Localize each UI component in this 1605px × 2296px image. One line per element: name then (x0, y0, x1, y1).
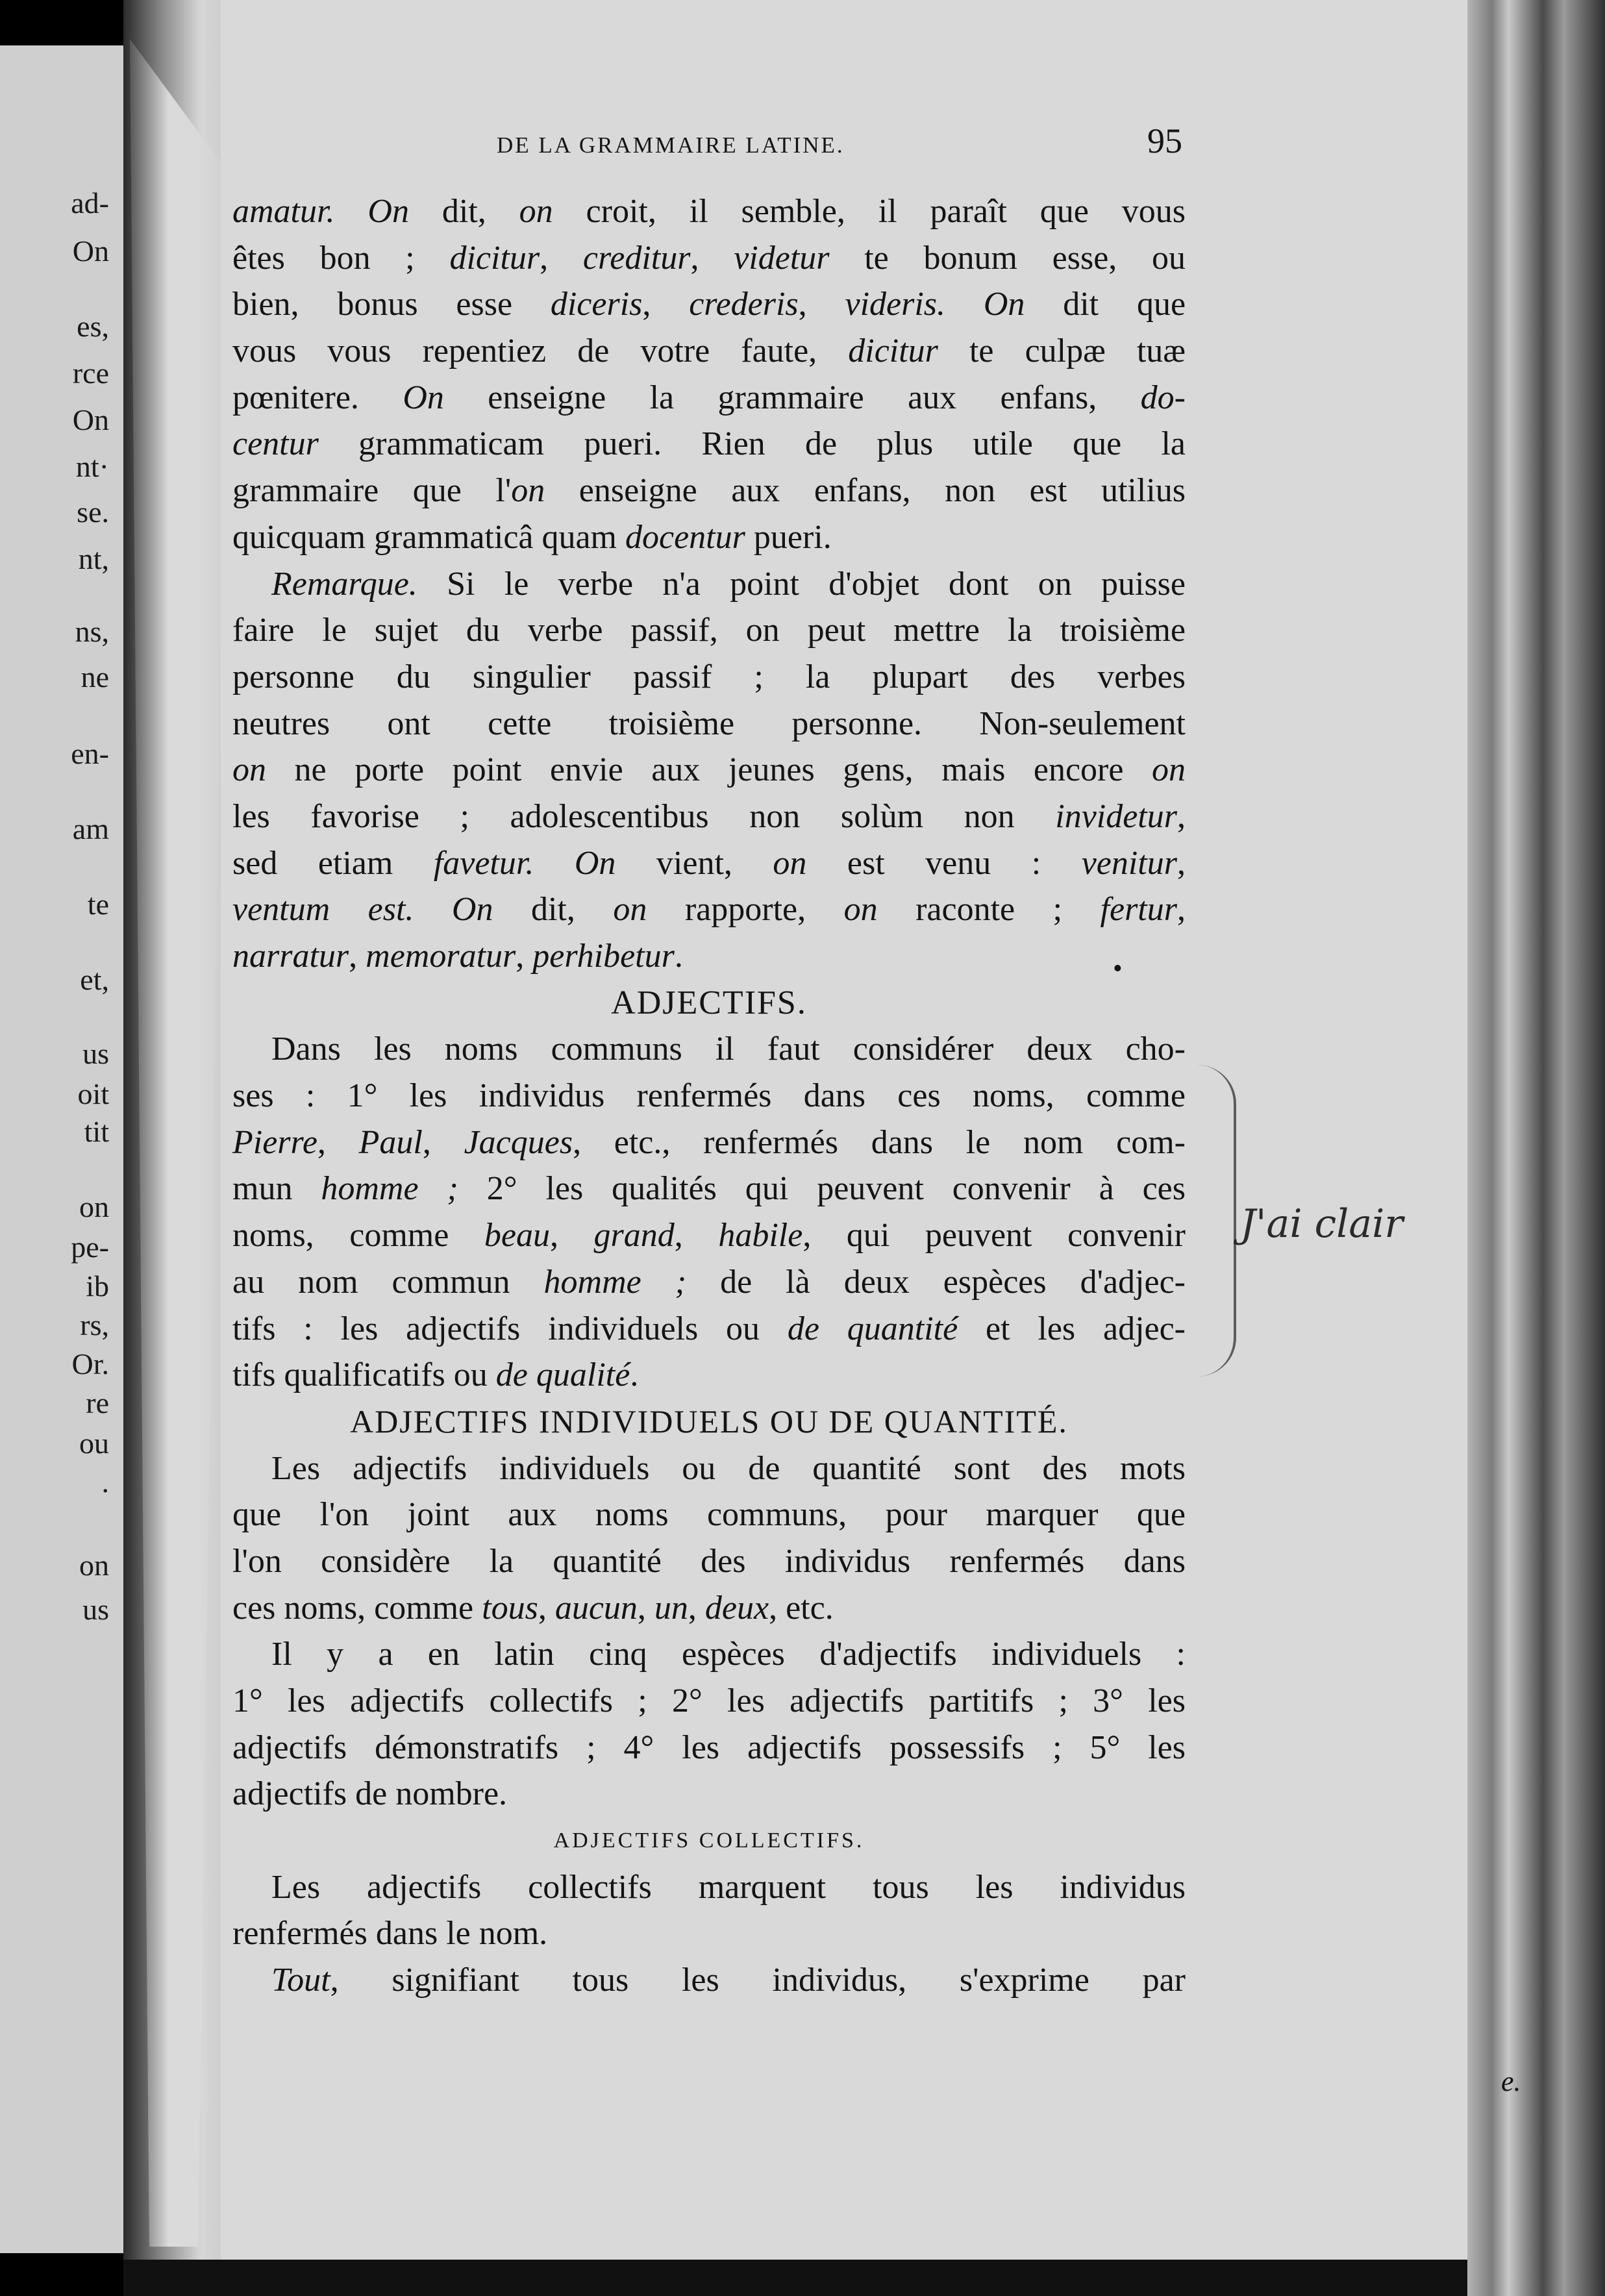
text-segment: enseigne la grammaire aux enfans, (443, 379, 1141, 416)
left-page-fragment-text: On (72, 403, 109, 436)
text-segment: grammaticam pueri. Rien de plus utile que la (318, 425, 1186, 463)
italic-segment: habile (718, 1217, 803, 1254)
italic-segment: on (519, 193, 553, 230)
text-segment (334, 193, 367, 230)
text-segment: pueri. (745, 518, 832, 556)
italic-segment: videris. (845, 286, 946, 323)
text-segment: tifs qualificatifs ou (232, 1356, 496, 1394)
text-segment: te culpæ tuæ (938, 332, 1186, 370)
edge-mark: e. (1501, 2065, 1521, 2097)
italic-segment: On (574, 844, 616, 882)
text-segment: pœnitere. (232, 379, 403, 416)
text-line (232, 1585, 1186, 1632)
text-segment: . (674, 938, 683, 975)
text-segment: quicquam grammaticâ quam (232, 518, 626, 556)
text-segment: , (642, 286, 690, 323)
text-segment: dit, (408, 193, 519, 230)
italic-segment: homme ; (321, 1170, 458, 1208)
text-line: que l'on joint aux noms communs, pour marquer que (232, 1496, 1186, 1534)
body-text (232, 188, 1186, 2004)
heading-collectifs: ADJECTIFS COLLECTIFS. (553, 1828, 865, 1853)
left-page-fragment-text: ad- (71, 186, 109, 219)
italic-segment: de qualité (495, 1356, 630, 1394)
italic-segment: on (232, 751, 266, 789)
text-segment: , signifiant tous les individus, s'exprime par (330, 1962, 1186, 1999)
text-segment: tifs : les adjectifs individuels ou (232, 1310, 788, 1347)
text-line (232, 328, 1186, 375)
text-segment: , (1177, 797, 1186, 835)
italic-segment: docentur (625, 518, 745, 556)
left-page-fragment-text: On (72, 234, 109, 268)
text-segment: , etc., renfermés dans le nom com- (573, 1123, 1186, 1161)
italic-segment: On (367, 193, 409, 230)
left-page-fragment-text: rs, (80, 1308, 109, 1341)
text-line: neutres ont cette troisième personne. Non-seulement (232, 705, 1186, 742)
text-segment (534, 845, 575, 882)
text-line: Les adjectifs individuels ou de quantité sont des mots (271, 1449, 1186, 1487)
italic-segment: perhibetur (532, 938, 675, 975)
handwritten-brace (1195, 1065, 1236, 1377)
italic-segment: on (511, 472, 545, 510)
page-number: 95 (1147, 121, 1182, 160)
text-segment: , (540, 239, 583, 277)
text-segment: , (1177, 891, 1186, 929)
text-segment: , (798, 286, 845, 323)
italic-segment: dicitur (848, 332, 938, 370)
italic-segment: videtur (734, 239, 830, 277)
left-page-fragment-text: oit (77, 1077, 109, 1110)
text-line: 1° les adjectifs collectifs ; 2° les adjectifs partitifs ; 3° les (232, 1682, 1186, 1719)
text-segment: , (688, 1589, 705, 1627)
text-line (232, 1352, 1186, 1399)
text-segment: , (422, 1123, 464, 1161)
text-line: renfermés dans le nom. (232, 1915, 548, 1953)
text-segment: mun (232, 1170, 321, 1208)
italic-segment: on (843, 891, 878, 929)
text-segment: vient, (616, 844, 773, 882)
left-page-fragment-text: am (72, 812, 109, 845)
text-line (232, 468, 1186, 514)
text-segment: bien, bonus esse (232, 286, 551, 323)
text-line (232, 1119, 1186, 1166)
italic-segment: on (1152, 751, 1186, 789)
left-page-fragment-text: ou (79, 1427, 109, 1460)
text-line (232, 235, 1186, 282)
text-line: faire le sujet du verbe passif, on peut mettre la troisième (232, 612, 1186, 649)
text-line (232, 933, 1186, 980)
text-line: ses : 1° les individus renfermés dans ces noms, comme (232, 1077, 1186, 1115)
italic-segment: grand (593, 1217, 675, 1254)
italic-segment: invidetur (1055, 797, 1177, 835)
left-page-fragment-text: re (86, 1386, 109, 1419)
text-segment: , qui peuvent convenir (802, 1217, 1186, 1254)
text-line (232, 1166, 1186, 1212)
text-segment: , (674, 1217, 719, 1254)
italic-segment: diceris (550, 286, 643, 323)
left-page-fragment-text: on (79, 1549, 109, 1582)
left-page-fragment-text: ne (81, 660, 109, 693)
italic-segment: fertur (1100, 891, 1177, 929)
text-segment: Si le verbe n'a point d'objet dont on puisse (417, 565, 1186, 603)
text-segment: dit, (493, 891, 614, 929)
heading-adjectifs: ADJECTIFS. (611, 984, 807, 1021)
text-segment: , etc. (769, 1589, 834, 1627)
italic-segment: aucun (554, 1589, 638, 1627)
text-line: Dans les noms communs il faut considérer deux cho- (271, 1030, 1186, 1068)
text-line: adjectifs de nombre. (232, 1775, 508, 1813)
text-segment: 2° les qualités qui peuvent convenir à ces (458, 1170, 1186, 1208)
text-segment: ne porte point envie aux jeunes gens, mais encore (266, 751, 1152, 789)
text-segment: vous vous repentiez de votre faute, (232, 332, 849, 370)
text-line (232, 840, 1186, 887)
text-segment: , (549, 1217, 594, 1254)
text-segment: , (690, 239, 734, 277)
text-line (232, 188, 1186, 235)
text-segment: te bonum esse, ou (829, 239, 1186, 277)
scan-border (123, 2260, 1467, 2296)
text-segment: , (516, 938, 533, 975)
italic-segment: On (403, 379, 444, 416)
running-title: DE LA GRAMMAIRE LATINE. (497, 132, 845, 158)
text-segment: les favorise ; adolescentibus non solùm non (232, 797, 1056, 835)
text-line (232, 886, 1186, 933)
text-segment: , (637, 1589, 654, 1627)
left-page-fragment-text: te (87, 888, 109, 921)
italic-segment: tous (482, 1589, 538, 1627)
text-segment: , (349, 938, 366, 975)
text-segment: sed etiam (232, 844, 434, 882)
left-page-fragment-text: rce (72, 356, 109, 390)
left-page-fragment-text: tit (84, 1115, 109, 1148)
italic-segment: venitur (1081, 844, 1177, 882)
left-page-fragment-text: . (101, 1466, 109, 1499)
italic-segment: Paul (358, 1123, 423, 1161)
italic-segment: on (773, 844, 807, 882)
text-line (232, 1306, 1186, 1353)
text-line (232, 421, 1186, 468)
text-segment: raconte ; (877, 891, 1101, 929)
italic-segment: centur (232, 425, 319, 463)
text-segment: dit que (1025, 286, 1186, 323)
left-page-fragment-text: us (82, 1037, 109, 1070)
text-segment: noms, comme (232, 1217, 484, 1254)
left-page-fragment-text: et, (80, 963, 109, 996)
italic-segment: favetur. (433, 844, 534, 882)
left-page-fragment-text: es, (77, 310, 109, 343)
text-line (232, 1957, 1186, 2004)
text-segment: rapporte, (647, 891, 844, 929)
text-line (232, 1259, 1186, 1306)
text-line: Il y a en latin cinq espèces d'adjectifs individuels : (271, 1636, 1186, 1673)
text-segment: est venu : (806, 844, 1082, 882)
italic-segment: narratur (232, 938, 349, 975)
italic-segment: de quantité (787, 1310, 958, 1347)
text-line: l'on considère la quantité des individus renfermés dans (232, 1542, 1186, 1580)
left-page-fragment-text: pe- (71, 1230, 109, 1264)
text-segment (945, 286, 984, 323)
left-page-fragment-text: Or. (71, 1347, 109, 1380)
text-line (232, 514, 1186, 561)
left-page-fragment-text: on (79, 1190, 109, 1223)
text-segment: ces noms, comme (232, 1589, 482, 1627)
left-page-fragment-text: us (82, 1593, 109, 1626)
text-segment: , (317, 1123, 359, 1161)
text-segment: au nom commun (232, 1263, 544, 1301)
left-page-fragment-text: nt· (75, 450, 109, 483)
italic-segment: amatur. (232, 193, 335, 230)
italic-segment: On (983, 286, 1025, 323)
left-page-fragment-text: se. (77, 495, 109, 529)
italic-segment: un (654, 1589, 688, 1627)
italic-segment: Pierre (232, 1123, 317, 1161)
handwritten-note: J'ai clair (1240, 1201, 1404, 1247)
text-line: Les adjectifs collectifs marquent tous les individus (271, 1868, 1186, 1906)
italic-segment: deux (704, 1589, 769, 1627)
italic-segment: Tout (271, 1962, 330, 1999)
text-segment: êtes bon ; (232, 239, 450, 277)
text-segment: , (538, 1589, 555, 1627)
bullet-mark: • (1113, 954, 1123, 984)
left-page-fragment-text: ns, (75, 615, 109, 648)
text-segment: , (1177, 844, 1186, 882)
text-segment: enseigne aux enfans, non est utilius (545, 472, 1186, 510)
italic-segment: on (613, 891, 647, 929)
text-segment: de là deux espèces d'adjec- (686, 1263, 1186, 1301)
text-line (232, 1212, 1186, 1259)
italic-segment: ventum est. (232, 891, 414, 929)
left-page-fragment (0, 45, 123, 2253)
heading-individuels: ADJECTIFS INDIVIDUELS OU DE QUANTITÉ. (350, 1403, 1068, 1440)
italic-segment: crederis (689, 286, 799, 323)
text-segment: grammaire que l' (232, 472, 512, 510)
text-line (232, 281, 1186, 328)
italic-segment: Remarque. (271, 565, 417, 603)
text-line: personne du singulier passif ; la plupart des verbes (232, 658, 1186, 695)
text-segment (414, 891, 452, 928)
running-head (221, 121, 1195, 173)
italic-segment: beau (484, 1217, 550, 1254)
text-segment: . (630, 1356, 639, 1394)
left-page-fragment-text: en- (71, 737, 109, 770)
text-line (232, 561, 1186, 608)
italic-segment: do- (1140, 379, 1186, 416)
text-line (232, 747, 1186, 793)
left-page-fragment-text: ib (86, 1269, 109, 1303)
italic-segment: dicitur (449, 239, 540, 277)
text-line: adjectifs démonstratifs ; 4° les adjectifs possessifs ; 5° les (232, 1728, 1186, 1766)
italic-segment: memoratur (366, 938, 516, 975)
left-page-fragment-text: nt, (78, 542, 109, 575)
italic-segment: On (451, 891, 493, 929)
text-line (232, 793, 1186, 840)
italic-segment: creditur (582, 239, 691, 277)
text-segment: croit, il semble, il paraît que vous (553, 193, 1186, 230)
italic-segment: Jacques (464, 1123, 573, 1161)
text-segment: et les adjec- (958, 1310, 1186, 1347)
text-line (232, 375, 1186, 421)
page-edges (1467, 0, 1605, 2296)
italic-segment: homme ; (543, 1263, 687, 1301)
